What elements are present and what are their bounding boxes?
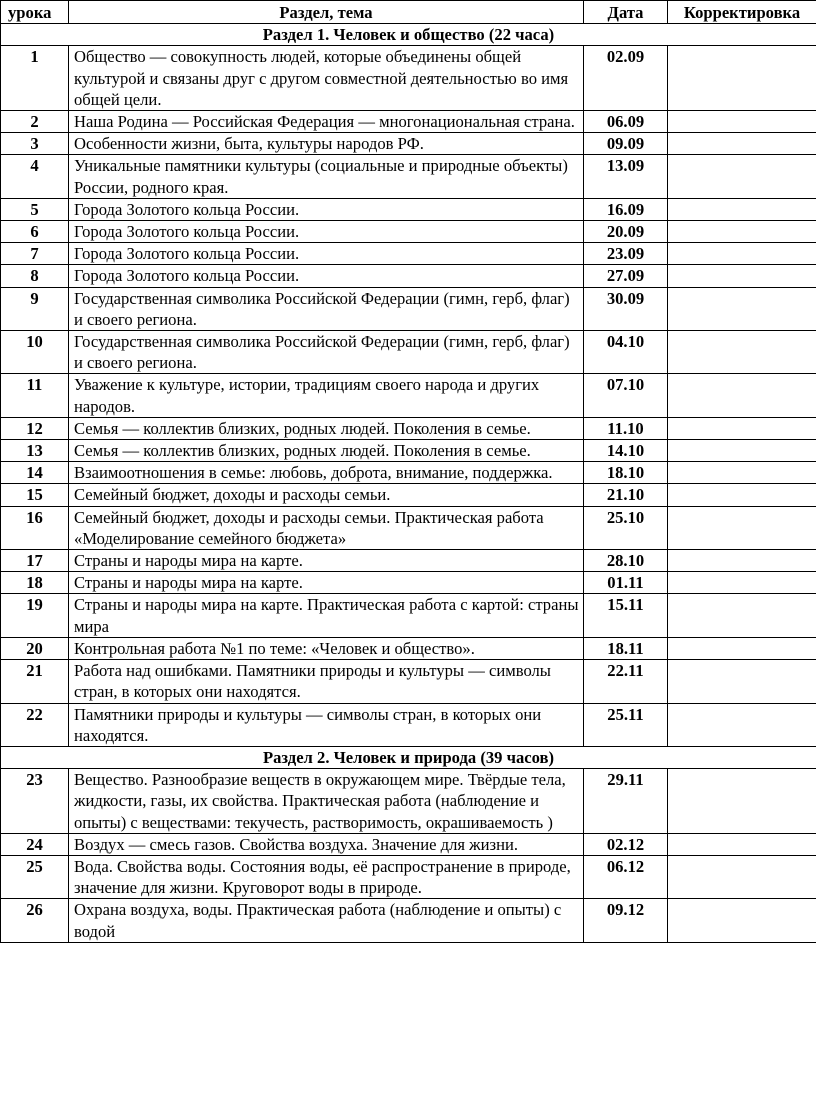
lesson-date: 23.09 xyxy=(584,243,668,265)
lesson-row xyxy=(1,331,816,374)
lesson-number: 19 xyxy=(1,594,69,637)
lesson-topic: Вещество. Разнообразие веществ в окружающем мире. Твёрдые тела, жидкости, газы, их свойства. Практическая работа (наблюдение и опыты) с веществами: текучесть, растворимость, окрашиваемость ) xyxy=(69,769,584,834)
lesson-number: 13 xyxy=(1,440,69,462)
lesson-number: 6 xyxy=(1,221,69,243)
lesson-topic: Уникальные памятники культуры (социальные и природные объекты) России, родного края. xyxy=(69,155,584,198)
lesson-row xyxy=(1,462,816,484)
lesson-date: 09.12 xyxy=(584,899,668,942)
lesson-row xyxy=(1,484,816,506)
lesson-date: 18.11 xyxy=(584,637,668,659)
lesson-number: 11 xyxy=(1,374,69,417)
lesson-number: 25 xyxy=(1,855,69,898)
lesson-date: 07.10 xyxy=(584,374,668,417)
lesson-number: 23 xyxy=(1,769,69,834)
lesson-row xyxy=(1,155,816,198)
lesson-correction xyxy=(668,660,816,703)
lesson-date: 20.09 xyxy=(584,221,668,243)
lesson-row xyxy=(1,111,816,133)
lesson-number: 7 xyxy=(1,243,69,265)
lesson-date: 11.10 xyxy=(584,417,668,439)
lesson-correction xyxy=(668,833,816,855)
lesson-correction xyxy=(668,46,816,111)
lesson-number: 12 xyxy=(1,417,69,439)
lesson-correction xyxy=(668,484,816,506)
lesson-correction xyxy=(668,572,816,594)
lesson-row xyxy=(1,769,816,834)
lesson-number: 15 xyxy=(1,484,69,506)
lesson-correction xyxy=(668,550,816,572)
lesson-number: 9 xyxy=(1,287,69,330)
lesson-date: 28.10 xyxy=(584,550,668,572)
lesson-number: 14 xyxy=(1,462,69,484)
lesson-date: 09.09 xyxy=(584,133,668,155)
lesson-number: 24 xyxy=(1,833,69,855)
lesson-date: 18.10 xyxy=(584,462,668,484)
lesson-date: 02.09 xyxy=(584,46,668,111)
lesson-topic: Города Золотого кольца России. xyxy=(69,198,584,220)
lesson-correction xyxy=(668,265,816,287)
section-title: Раздел 2. Человек и природа (39 часов) xyxy=(1,746,816,768)
header-date: Дата xyxy=(584,1,668,24)
lesson-row xyxy=(1,287,816,330)
lesson-correction xyxy=(668,855,816,898)
lesson-correction xyxy=(668,899,816,942)
lesson-topic: Особенности жизни, быта, культуры народов РФ. xyxy=(69,133,584,155)
lesson-topic: Охрана воздуха, воды. Практическая работа (наблюдение и опыты) с водой xyxy=(69,899,584,942)
lesson-date: 29.11 xyxy=(584,769,668,834)
lesson-topic: Памятники природы и культуры — символы стран, в которых они находятся. xyxy=(69,703,584,746)
lesson-date: 02.12 xyxy=(584,833,668,855)
lesson-topic: Семья — коллектив близких, родных людей. Поколения в семье. xyxy=(69,417,584,439)
lesson-correction xyxy=(668,506,816,549)
section-row xyxy=(1,746,816,768)
lesson-number: 8 xyxy=(1,265,69,287)
lesson-date: 16.09 xyxy=(584,198,668,220)
lesson-correction xyxy=(668,417,816,439)
section-title: Раздел 1. Человек и общество (22 часа) xyxy=(1,24,816,46)
lesson-correction xyxy=(668,769,816,834)
lesson-correction xyxy=(668,594,816,637)
lesson-topic: Страны и народы мира на карте. xyxy=(69,550,584,572)
lesson-number: 26 xyxy=(1,899,69,942)
lesson-number: 4 xyxy=(1,155,69,198)
lesson-row xyxy=(1,855,816,898)
lesson-date: 13.09 xyxy=(584,155,668,198)
lesson-row xyxy=(1,899,816,942)
lesson-row xyxy=(1,572,816,594)
lesson-number: 21 xyxy=(1,660,69,703)
lesson-row xyxy=(1,703,816,746)
lesson-date: 22.11 xyxy=(584,660,668,703)
lesson-date: 01.11 xyxy=(584,572,668,594)
lesson-correction xyxy=(668,133,816,155)
lesson-correction xyxy=(668,287,816,330)
lesson-topic: Города Золотого кольца России. xyxy=(69,221,584,243)
header-row xyxy=(1,1,816,24)
lesson-topic: Общество — совокупность людей, которые объединены общей культурой и связаны друг с другом совместной деятельностью во имя общей цели. xyxy=(69,46,584,111)
lesson-date: 25.11 xyxy=(584,703,668,746)
lesson-row xyxy=(1,133,816,155)
lesson-correction xyxy=(668,331,816,374)
lesson-correction xyxy=(668,703,816,746)
section-row xyxy=(1,24,816,46)
lesson-correction xyxy=(668,637,816,659)
lesson-row xyxy=(1,550,816,572)
lesson-date: 04.10 xyxy=(584,331,668,374)
lesson-topic: Государственная символика Российской Федерации (гимн, герб, флаг) и своего региона. xyxy=(69,287,584,330)
lesson-topic: Воздух — смесь газов. Свойства воздуха. Значение для жизни. xyxy=(69,833,584,855)
lesson-row xyxy=(1,198,816,220)
lesson-correction xyxy=(668,111,816,133)
lesson-date: 15.11 xyxy=(584,594,668,637)
header-correction: Корректировка xyxy=(668,1,816,24)
lesson-correction xyxy=(668,243,816,265)
lesson-correction xyxy=(668,198,816,220)
lesson-row xyxy=(1,221,816,243)
lesson-correction xyxy=(668,440,816,462)
lesson-topic: Наша Родина — Российская Федерация — многонациональная страна. xyxy=(69,111,584,133)
lesson-topic: Контрольная работа №1 по теме: «Человек и общество». xyxy=(69,637,584,659)
lesson-row xyxy=(1,374,816,417)
lesson-row xyxy=(1,417,816,439)
lesson-date: 25.10 xyxy=(584,506,668,549)
lesson-topic: Государственная символика Российской Федерации (гимн, герб, флаг) и своего региона. xyxy=(69,331,584,374)
lesson-number: 1 xyxy=(1,46,69,111)
header-lesson-number: урока xyxy=(1,1,69,24)
lesson-topic: Семейный бюджет, доходы и расходы семьи. xyxy=(69,484,584,506)
lesson-date: 30.09 xyxy=(584,287,668,330)
lesson-topic: Вода. Свойства воды. Состояния воды, её распространение в природе, значение для жизни. Круговорот воды в природе. xyxy=(69,855,584,898)
lesson-number: 17 xyxy=(1,550,69,572)
lesson-date: 06.12 xyxy=(584,855,668,898)
lesson-correction xyxy=(668,155,816,198)
lesson-number: 20 xyxy=(1,637,69,659)
lesson-topic: Семья — коллектив близких, родных людей. Поколения в семье. xyxy=(69,440,584,462)
lesson-topic: Семейный бюджет, доходы и расходы семьи. Практическая работа «Моделирование семейного бюджета» xyxy=(69,506,584,549)
lesson-number: 18 xyxy=(1,572,69,594)
lesson-topic: Страны и народы мира на карте. Практическая работа с картой: страны мира xyxy=(69,594,584,637)
lesson-topic: Города Золотого кольца России. xyxy=(69,243,584,265)
lesson-number: 2 xyxy=(1,111,69,133)
lesson-number: 10 xyxy=(1,331,69,374)
lesson-row xyxy=(1,243,816,265)
lesson-topic: Страны и народы мира на карте. xyxy=(69,572,584,594)
lesson-row xyxy=(1,440,816,462)
lesson-date: 06.09 xyxy=(584,111,668,133)
lesson-number: 3 xyxy=(1,133,69,155)
lesson-number: 16 xyxy=(1,506,69,549)
lesson-number: 22 xyxy=(1,703,69,746)
lesson-date: 21.10 xyxy=(584,484,668,506)
lesson-row xyxy=(1,506,816,549)
lesson-row xyxy=(1,46,816,111)
lesson-topic: Города Золотого кольца России. xyxy=(69,265,584,287)
lesson-correction xyxy=(668,462,816,484)
lesson-correction xyxy=(668,221,816,243)
lesson-plan-body xyxy=(1,24,816,943)
lesson-date: 14.10 xyxy=(584,440,668,462)
lesson-correction xyxy=(668,374,816,417)
lesson-topic: Уважение к культуре, истории, традициям своего народа и других народов. xyxy=(69,374,584,417)
lesson-number: 5 xyxy=(1,198,69,220)
lesson-row xyxy=(1,660,816,703)
lesson-row xyxy=(1,833,816,855)
lesson-topic: Работа над ошибками. Памятники природы и культуры — символы стран, в которых они находятся. xyxy=(69,660,584,703)
header-section-topic: Раздел, тема xyxy=(69,1,584,24)
lesson-date: 27.09 xyxy=(584,265,668,287)
lesson-row xyxy=(1,265,816,287)
lesson-row xyxy=(1,594,816,637)
lesson-topic: Взаимоотношения в семье: любовь, доброта, внимание, поддержка. xyxy=(69,462,584,484)
lesson-row xyxy=(1,637,816,659)
